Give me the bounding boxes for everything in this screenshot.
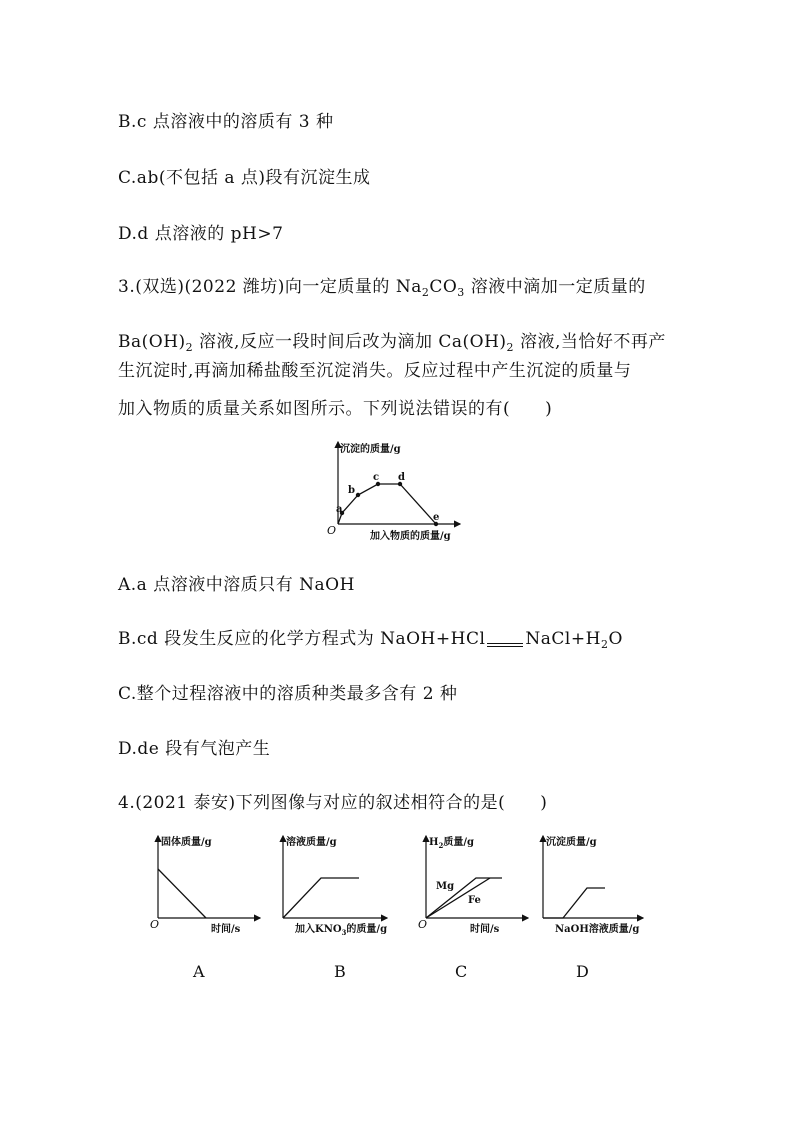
q2-option-c: C.ab(不包括 a 点)段有沉淀生成 <box>118 168 371 188</box>
q3-option-b: B.cd 段发生反应的化学方程式为 NaOH+HCl $NaCl+H_2O$ <box>118 629 623 651</box>
q3-xlabel: 加入物质的质量/g <box>370 531 451 542</box>
q3-label-b: b <box>348 485 355 496</box>
q3-stem-line3: 生沉淀时,再滴加稀盐酸至沉淀消失。反应过程中产生沉淀的质量与 <box>118 361 632 381</box>
q3-point-b <box>356 493 360 497</box>
q3-stem-line1: 3.(双选)(2022 潍坊)向一定质量的 $Na_2CO_3$ 溶液中滴加一定质量的 <box>118 277 646 299</box>
q3-ylabel: 沉淀的质量/g <box>340 444 401 455</box>
svg-text:H2质量/g: $H_2$质量/g <box>429 837 474 850</box>
svg-text:O: O <box>150 918 160 931</box>
q3-option-d: D.de 段有气泡产生 <box>118 739 271 759</box>
q3-stem-line2: $Ba(OH)_2$ 溶液,反应一段时间后改为滴加 $Ca(OH)_2$ 溶液,当恰好不再产 <box>118 332 666 354</box>
q3-option-c: C.整个过程溶液中的溶质种类最多含有 2 种 <box>118 684 458 704</box>
q2-option-b: B.c 点溶液中的溶质有 3 种 <box>118 112 334 132</box>
q2-option-d: D.d 点溶液的 pH>7 <box>118 224 284 244</box>
q3-label-a: a <box>336 504 343 515</box>
q4-label-d: D <box>576 962 589 981</box>
svg-text:Mg: Mg <box>436 881 455 892</box>
equals-sign <box>487 643 523 647</box>
q3-label-d: d <box>398 472 405 483</box>
svg-text:时间/s: 时间/s <box>211 924 241 935</box>
q4-chart-c <box>418 832 538 940</box>
q4-chart-b <box>275 832 405 940</box>
q3-option-a: A.a 点溶液中溶质只有 NaOH <box>118 575 355 595</box>
q4-a-line <box>158 869 206 918</box>
svg-text:固体质量/g: 固体质量/g <box>161 837 212 848</box>
svg-text:NaOH溶液质量/g: NaOH溶液质量/g <box>555 924 640 935</box>
svg-text:Fe: Fe <box>468 895 481 906</box>
q4-label-a: A <box>193 962 205 981</box>
svg-text:O: O <box>418 918 428 931</box>
q3-origin: O <box>327 524 337 537</box>
svg-text:溶液质量/g: 溶液质量/g <box>286 837 337 848</box>
q4-stem: 4.(2021 泰安)下列图像与对应的叙述相符合的是( ) <box>118 793 548 813</box>
q4-d-line <box>543 888 605 918</box>
q3-stem-line4: 加入物质的质量关系如图所示。下列说法错误的有( ) <box>118 399 553 419</box>
q4-label-b: B <box>334 962 346 981</box>
q4-label-c: C <box>455 962 468 981</box>
q4-chart-d <box>535 832 655 940</box>
svg-text:时间/s: 时间/s <box>470 924 500 935</box>
svg-text:加入KNO3的质量/g: 加入$KNO_3$的质量/g <box>295 924 388 937</box>
q3-label-c: c <box>373 472 380 483</box>
q4-b-line <box>283 878 359 918</box>
q4-chart-a <box>150 832 270 940</box>
q3-precipitate-graph <box>320 438 470 548</box>
q3-label-e: e <box>433 512 440 523</box>
svg-text:沉淀质量/g: 沉淀质量/g <box>546 837 597 848</box>
